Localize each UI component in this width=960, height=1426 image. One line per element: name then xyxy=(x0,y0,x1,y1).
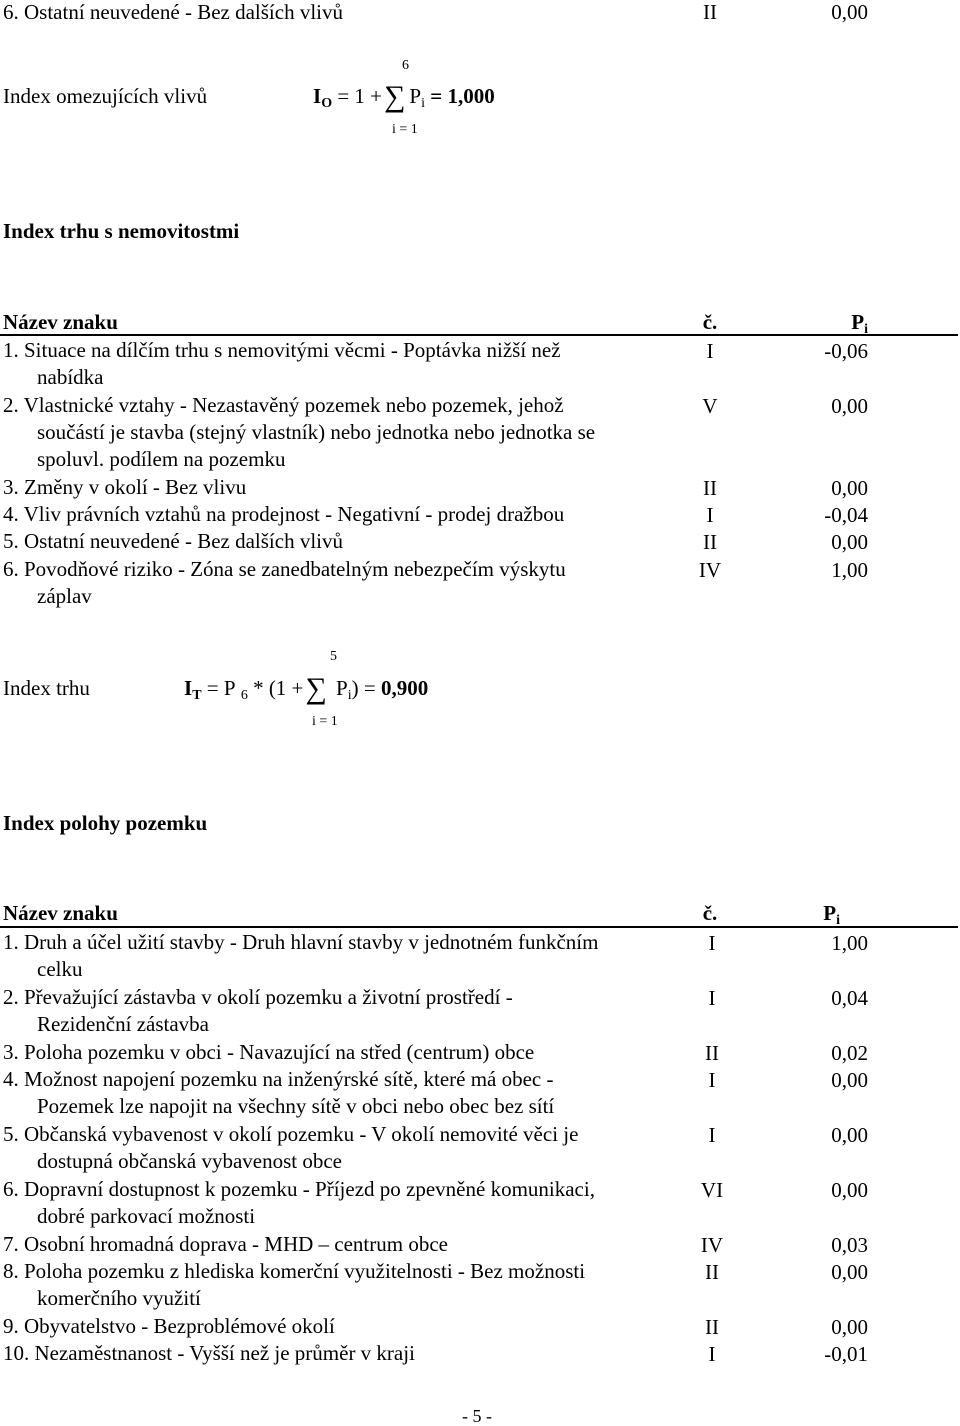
index-t-mid: = P xyxy=(206,676,236,700)
index-o-p-sub: i xyxy=(421,96,425,111)
index-t-p: P xyxy=(336,676,348,700)
row-code: I xyxy=(706,339,714,363)
table-row xyxy=(3,1258,693,1312)
index-t-mid2: * (1 + xyxy=(253,676,304,700)
row-text-cont: dobré parkovací možnosti xyxy=(37,1204,256,1228)
poloha-col-name: Název znaku xyxy=(3,901,118,925)
index-o-mid: = 1 + xyxy=(337,84,383,108)
row-text-cont: záplav xyxy=(37,584,92,608)
table-row xyxy=(3,337,693,391)
index-o-result: = 1,000 xyxy=(430,84,495,108)
page-number: - 5 - xyxy=(462,1406,492,1426)
row-text: 8. Poloha pozemku z hlediska komerční využitelnosti - Bez možnosti xyxy=(3,1259,586,1283)
row-value: 0,00 xyxy=(831,394,868,418)
row-code: I xyxy=(708,1342,716,1366)
table-row xyxy=(3,528,693,555)
index-o-symbol: I xyxy=(313,84,322,108)
row-code: IV xyxy=(700,1233,724,1257)
row-text: 2. Vlastnické vztahy - Nezastavěný pozemek nebo pozemek, jehož xyxy=(3,393,564,417)
index-o-formula xyxy=(313,80,495,116)
trh-header-rule xyxy=(0,334,958,336)
row-value: 0,02 xyxy=(831,1041,868,1065)
row-value: 0,00 xyxy=(831,1260,868,1284)
top-row-code: II xyxy=(703,0,717,24)
index-t-symbol-sub: T xyxy=(192,688,202,703)
row-value: 0,00 xyxy=(831,1123,868,1147)
row-value: 1,00 xyxy=(831,931,868,955)
sigma-icon: ∑ xyxy=(384,80,406,113)
row-text: 9. Obyvatelstvo - Bezproblémové okolí xyxy=(3,1314,335,1338)
row-value: 1,00 xyxy=(831,558,868,582)
row-text: 6. Dopravní dostupnost k pozemku - Příjezd po zpevněné komunikaci, xyxy=(3,1177,595,1201)
row-text-cont2: spoluvl. podílem na pozemku xyxy=(37,447,286,471)
row-value: -0,01 xyxy=(824,1342,868,1366)
row-text: 4. Možnost napojení pozemku na inženýrské sítě, které má obec - xyxy=(3,1067,554,1091)
row-value: -0,04 xyxy=(824,503,868,527)
row-code: I xyxy=(708,986,716,1010)
row-value: 0,03 xyxy=(831,1233,868,1257)
table-row xyxy=(3,501,693,528)
poloha-col-p xyxy=(740,901,840,933)
row-code: II xyxy=(703,530,717,554)
table-row xyxy=(3,474,693,501)
index-t-result: 0,900 xyxy=(380,676,429,700)
index-o-p: P xyxy=(409,84,422,108)
index-t-upper-limit: 5 xyxy=(330,649,337,664)
sigma-icon: ∑ xyxy=(305,672,327,705)
trh-col-code: č. xyxy=(702,310,718,334)
row-text: 3. Změny v okolí - Bez vlivu xyxy=(3,475,247,499)
section-trh-heading: Index trhu s nemovitostmi xyxy=(3,219,240,243)
index-o-upper-limit: 6 xyxy=(402,58,409,73)
index-t-p-sub: i xyxy=(347,688,352,703)
row-text-cont: komerčního využití xyxy=(37,1286,201,1310)
table-row xyxy=(3,929,693,983)
row-text: 5. Ostatní neuvedené - Bez dalších vlivů xyxy=(3,529,343,553)
table-row xyxy=(3,1313,693,1340)
row-code: I xyxy=(706,503,714,527)
row-text: 1. Druh a účel užití stavby - Druh hlavní stavby v jednotném funkčním xyxy=(3,930,599,954)
row-text-cont: součástí je stavba (stejný vlastník) nebo jednotka nebo jednotka se xyxy=(37,420,596,444)
row-value: 0,04 xyxy=(831,986,868,1010)
row-text-cont: dostupná občanská vybavenost obce xyxy=(37,1149,343,1173)
index-o-symbol-sub: O xyxy=(321,96,333,111)
row-text: 7. Osobní hromadná doprava - MHD – centrum obce xyxy=(3,1232,448,1256)
row-text-cont: Rezidenční zástavba xyxy=(37,1012,209,1036)
table-row xyxy=(3,1039,693,1066)
row-text: 10. Nezaměstnanost - Vyšší než je průměr v kraji xyxy=(3,1341,415,1365)
row-code: I xyxy=(708,931,716,955)
index-t-symbol: I xyxy=(184,676,193,700)
table-row xyxy=(3,984,693,1038)
row-text: 2. Převažující zástavba v okolí pozemku a životní prostředí - xyxy=(3,985,513,1009)
trh-col-p-sub: i xyxy=(864,322,868,337)
row-value: -0,06 xyxy=(824,339,868,363)
row-value: 0,00 xyxy=(831,1178,868,1202)
row-code: VI xyxy=(700,1178,724,1202)
row-code: II xyxy=(705,1041,719,1065)
index-t-label: Index trhu xyxy=(3,676,90,700)
index-t-result-pre: ) = xyxy=(351,676,376,700)
trh-col-name: Název znaku xyxy=(3,310,118,334)
table-row xyxy=(3,1066,693,1120)
table-row xyxy=(3,1340,693,1367)
index-o-label: Index omezujících vlivů xyxy=(3,84,208,108)
row-text-cont: celku xyxy=(37,957,83,981)
row-text: 1. Situace na dílčím trhu s nemovitými věcmi - Poptávka nižší než xyxy=(3,338,561,362)
poloha-col-p-sub: i xyxy=(836,913,840,928)
index-t-lower-limit: i = 1 xyxy=(312,714,338,729)
row-code: II xyxy=(705,1315,719,1339)
table-row xyxy=(3,1121,693,1175)
row-code: II xyxy=(705,1260,719,1284)
trh-col-p-label: P xyxy=(851,310,865,334)
table-row xyxy=(3,556,693,610)
row-code: I xyxy=(708,1068,716,1092)
row-text: 5. Občanská vybavenost v okolí pozemku - V okolí nemovité věci je xyxy=(3,1122,579,1146)
table-row xyxy=(3,1231,693,1258)
index-o-lower-limit: i = 1 xyxy=(392,122,418,137)
row-value: 0,00 xyxy=(831,530,868,554)
top-row-value: 0,00 xyxy=(831,0,868,24)
row-code: V xyxy=(702,394,718,418)
top-row-text: 6. Ostatní neuvedené - Bez dalších vlivů xyxy=(3,0,343,24)
table-row xyxy=(3,392,693,473)
row-code: I xyxy=(708,1123,716,1147)
poloha-col-p-label: P xyxy=(823,901,837,925)
trh-col-p xyxy=(768,310,868,342)
index-t-mid-sub: 6 xyxy=(240,688,248,703)
poloha-col-code: č. xyxy=(702,901,718,925)
row-text: 6. Povodňové riziko - Zóna se zanedbatelným nebezpečím výskytu xyxy=(3,557,566,581)
poloha-header-rule xyxy=(0,926,958,928)
row-text: 3. Poloha pozemku v obci - Navazující na střed (centrum) obce xyxy=(3,1040,535,1064)
row-value: 0,00 xyxy=(831,1068,868,1092)
row-value: 0,00 xyxy=(831,476,868,500)
row-text-cont: Pozemek lze napojit na všechny sítě v obci nebo obec bez sítí xyxy=(37,1094,555,1118)
index-t-formula xyxy=(184,672,429,708)
section-poloha-heading: Index polohy pozemku xyxy=(3,811,208,835)
row-value: 0,00 xyxy=(831,1315,868,1339)
row-text: 4. Vliv právních vztahů na prodejnost - Negativní - prodej dražbou xyxy=(3,502,565,526)
row-code: II xyxy=(703,476,717,500)
table-row xyxy=(3,1176,693,1230)
row-text-cont: nabídka xyxy=(37,365,104,389)
row-code: IV xyxy=(698,558,722,582)
